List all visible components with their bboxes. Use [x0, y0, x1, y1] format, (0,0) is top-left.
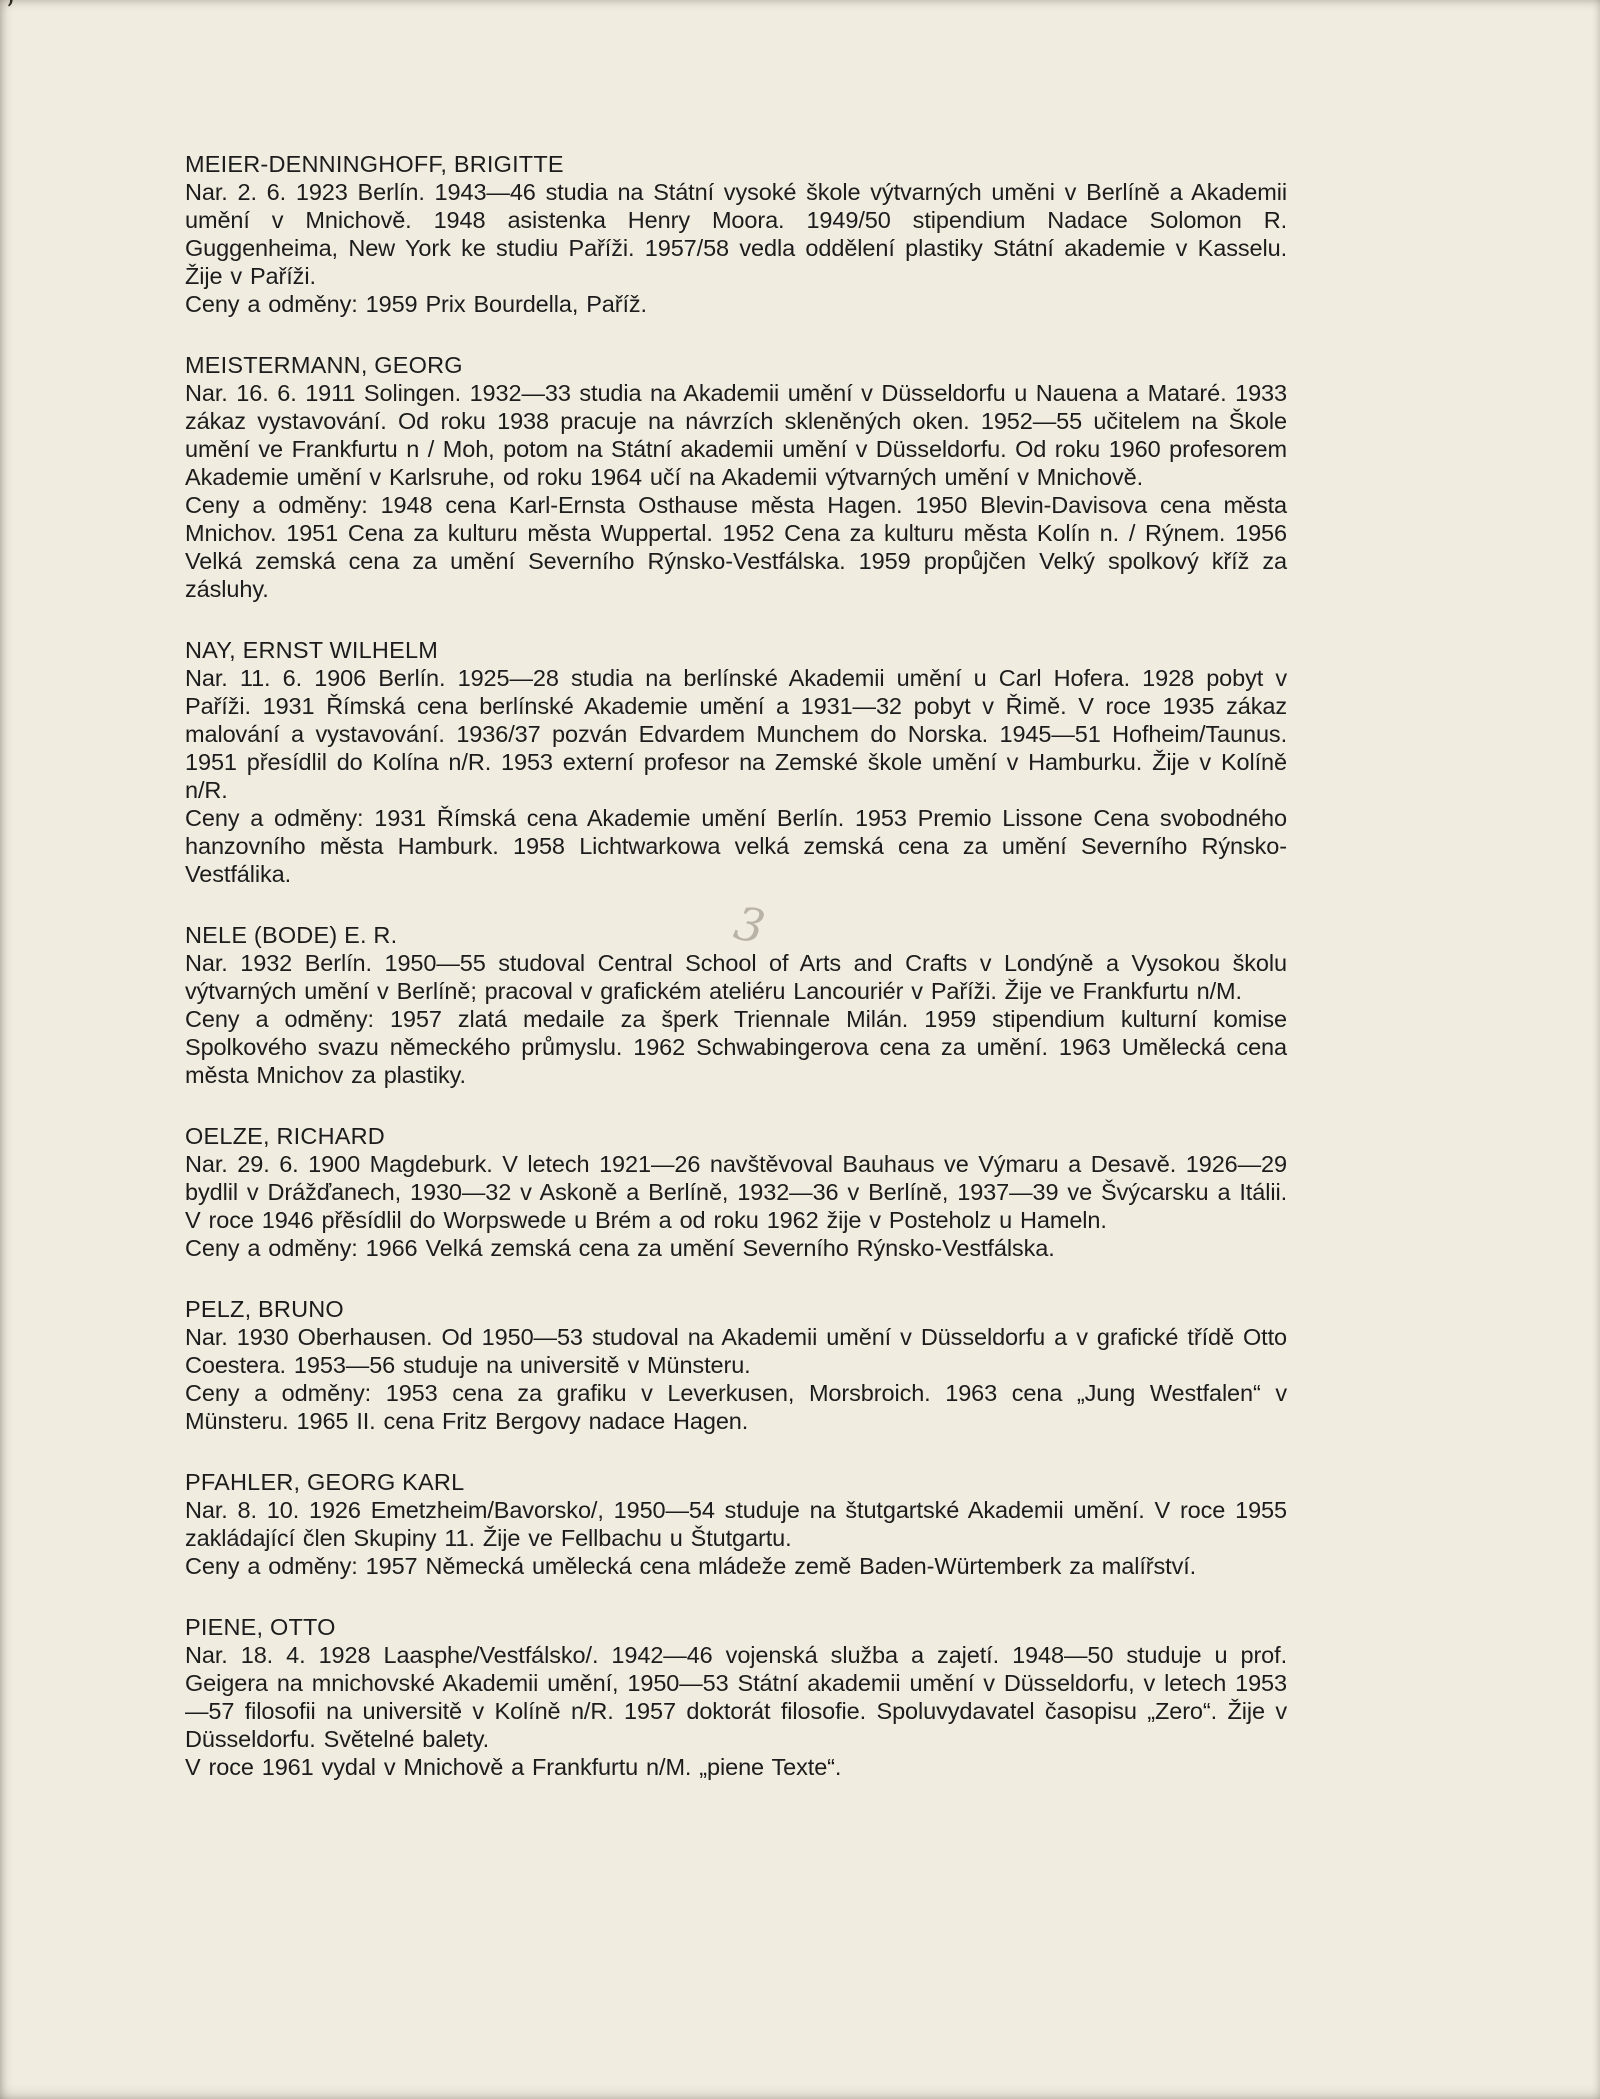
biography-paragraph: Nar. 1932 Berlín. 1950—55 studoval Central School of Arts and Crafts v Londýně a Vysokou školu výtvarných umění v Berlíně; pracoval v grafickém ateliéru Lancouriér v Paříži. Žije ve Frankfurtu n/M. — [185, 950, 1287, 1004]
biography-paragraph: Nar. 2. 6. 1923 Berlín. 1943—46 studia na Státní vysoké škole výtvarných uměni v Berlíně a Akademii umění v Mnichově. 1948 asistenka Henry Moora. 1949/50 stipendium Nadace Solomon R. Guggenheima, New York ke studiu Paříži. 1957/58 vedla oddělení plastiky Státní akademie v Kasselu. Žije v Paříži. — [185, 179, 1287, 289]
artist-entry — [185, 921, 1287, 1089]
biography-paragraph: Nar. 1930 Oberhausen. Od 1950—53 studoval na Akademii umění v Düsseldorfu a v grafické třídě Otto Coestera. 1953—56 studuje na universitě v Münsteru. — [185, 1324, 1287, 1378]
artist-entry — [185, 351, 1287, 603]
artist-name-heading: NAY, ERNST WILHELM — [185, 637, 439, 663]
text-column — [185, 150, 1287, 1814]
scan-corner-mark: ’ — [6, 0, 15, 27]
artist-name-heading: OELZE, RICHARD — [185, 1123, 385, 1149]
artist-entry — [185, 1295, 1287, 1435]
artist-name-heading: PFAHLER, GEORG KARL — [185, 1469, 465, 1495]
awards-paragraph: Ceny a odměny: 1948 cena Karl-Ernsta Osthause města Hagen. 1950 Blevin-Davisova cena města Mnichov. 1951 Cena za kulturu města Wuppertal. 1952 Cena za kulturu města Kolín n. / Rýnem. 1956 Velká zemská cena za umění Severního Rýnsko-Vestfálska. 1959 propůjčen Velký spolkový kříž za zásluhy. — [185, 492, 1287, 602]
artist-entry — [185, 636, 1287, 888]
awards-paragraph: Ceny a odměny: 1966 Velká zemská cena za umění Severního Rýnsko-Vestfálska. — [185, 1235, 1055, 1261]
artist-entry — [185, 1613, 1287, 1781]
awards-paragraph: Ceny a odměny: 1959 Prix Bourdella, Paříž. — [185, 291, 647, 317]
artist-name-heading: PELZ, BRUNO — [185, 1296, 344, 1322]
awards-paragraph: Ceny a odměny: 1953 cena za grafiku v Leverkusen, Morsbroich. 1963 cena „Jung Westfalen“ v Münsteru. 1965 II. cena Fritz Bergovy nadace Hagen. — [185, 1380, 1287, 1434]
biography-paragraph: Nar. 29. 6. 1900 Magdeburk. V letech 1921—26 navštěvoval Bauhaus ve Výmaru a Desavě. 1926—29 bydlil v Drážďanech, 1930—32 v Askoně a Berlíně, 1932—36 v Berlíně, 1937—39 ve Švýcarsku a Itálii. V roce 1946 přěsídlil do Worpswede u Brém a od roku 1962 žije v Posteholz u Hameln. — [185, 1151, 1287, 1233]
biography-paragraph: Nar. 11. 6. 1906 Berlín. 1925—28 studia na berlínské Akademii umění u Carl Hofera. 1928 pobyt v Paříži. 1931 Římská cena berlínské Akademie umění a 1931—32 pobyt v Řimě. V roce 1935 zákaz malování a vystavování. 1936/37 pozván Edvardem Munchem do Norska. 1945—51 Hofheim/Taunus. 1951 přesídlil do Kolína n/R. 1953 externí profesor na Zemské škole umění v Hamburku. Žije v Kolíně n/R. — [185, 665, 1287, 803]
awards-paragraph: Ceny a odměny: 1957 zlatá medaile za šperk Triennale Milán. 1959 stipendium kulturní komise Spolkového svazu německého průmyslu. 1962 Schwabingerova cena za umění. 1963 Umělecká cena města Mnichov za plastiky. — [185, 1006, 1287, 1088]
awards-paragraph: Ceny a odměny: 1957 Německá umělecká cena mládeže země Baden-Würtemberk za malířství. — [185, 1553, 1197, 1579]
artist-name-heading: MEIER-DENNINGHOFF, BRIGITTE — [185, 151, 564, 177]
biography-paragraph: Nar. 18. 4. 1928 Laasphe/Vestfálsko/. 1942—46 vojenská služba a zajetí. 1948—50 studuje u prof. Geigera na mnichovské Akademii umění, 1950—53 Státní akademii umění v Düsseldorfu, v letech 1953—57 filosofii na universitě v Kolíně n/R. 1957 doktorát filosofie. Spoluvydavatel časopisu „Zero“. Žije v Düsseldorfu. Světelné balety. — [185, 1642, 1287, 1752]
artist-entry — [185, 1468, 1287, 1580]
awards-paragraph: Ceny a odměny: 1931 Římská cena Akademie umění Berlín. 1953 Premio Lissone Cena svobodného hanzovního města Hamburk. 1958 Lichtwarkowa velká zemská cena za umění Severního Rýnsko-Vestfálika. — [185, 805, 1287, 887]
artist-entry — [185, 150, 1287, 318]
biography-paragraph: Nar. 16. 6. 1911 Solingen. 1932—33 studia na Akademii umění v Düsseldorfu u Nauena a Mataré. 1933 zákaz vystavování. Od roku 1938 pracuje na návrzích skleněných oken. 1952—55 učitelem na Škole umění ve Frankfurtu n / Moh, potom na Státní akademii umění v Düsseldorfu. Od roku 1960 profesorem Akademie umění v Karlsruhe, od roku 1964 učí na Akademii výtvarných umění v Mnichově. — [185, 380, 1287, 490]
biography-paragraph: Nar. 8. 10. 1926 Emetzheim/Bavorsko/, 1950—54 studuje na štutgartské Akademii umění. V roce 1955 zakládající člen Skupiny 11. Žije ve Fellbachu u Štutgartu. — [185, 1497, 1287, 1551]
artist-name-heading: MEISTERMANN, GEORG — [185, 352, 463, 378]
artist-name-heading: NELE (BODE) E. R. — [185, 922, 398, 948]
pencil-mark: 3 — [729, 895, 770, 955]
artist-entry — [185, 1122, 1287, 1262]
artist-name-heading: PIENE, OTTO — [185, 1614, 336, 1640]
publication-note-paragraph: V roce 1961 vydal v Mnichově a Frankfurtu n/M. „piene Texte“. — [185, 1754, 842, 1780]
